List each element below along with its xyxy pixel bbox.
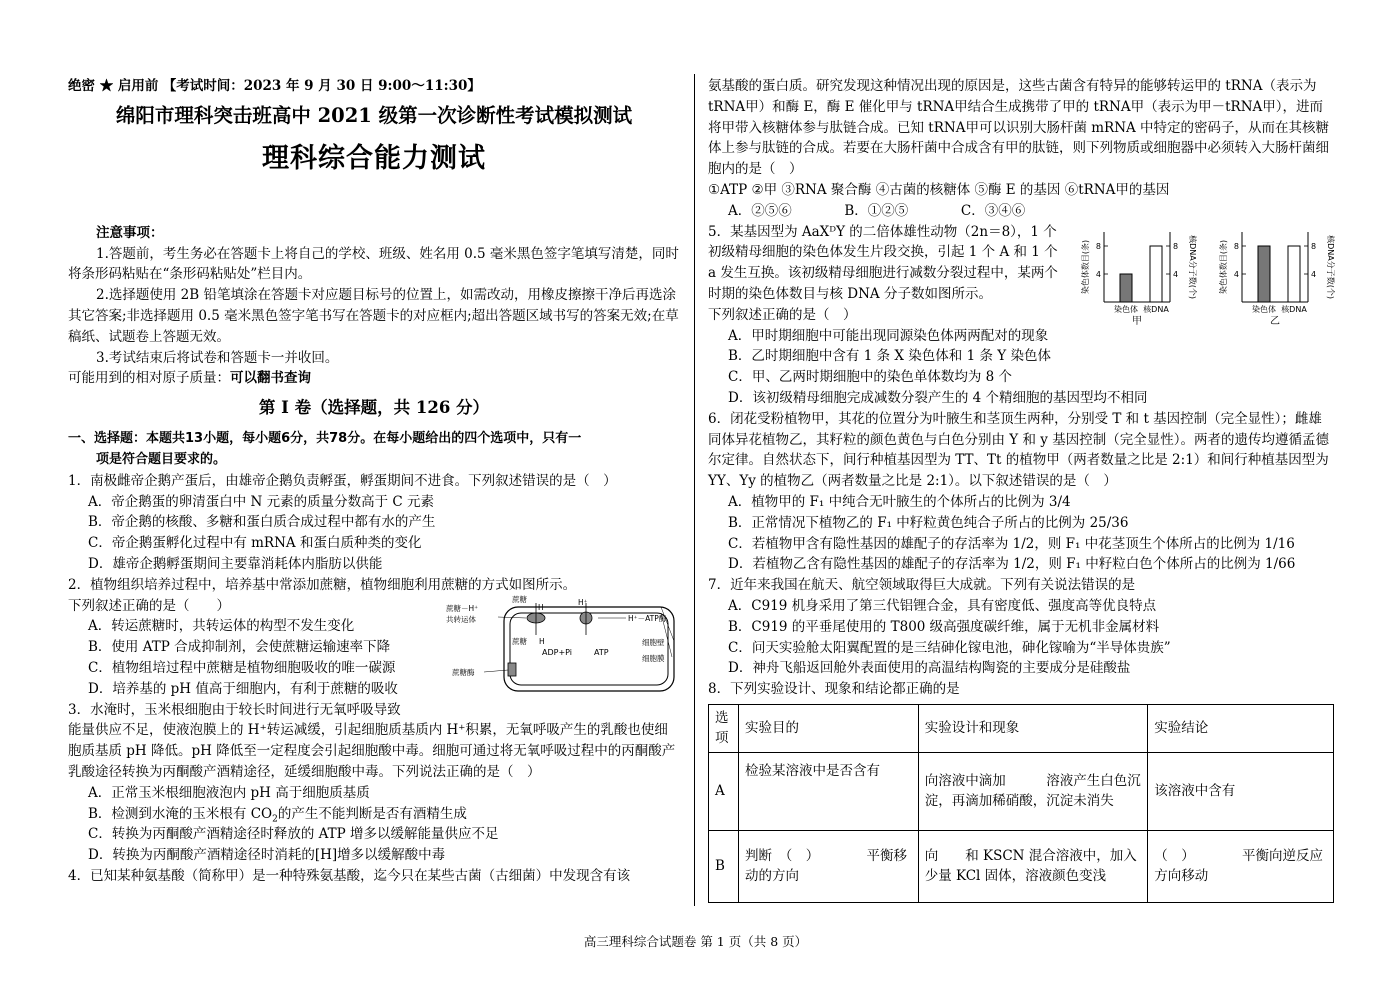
chart-bar bbox=[1150, 246, 1162, 302]
chart-category-label: 染色体 bbox=[1114, 304, 1138, 314]
notice-item-3: 3.考试结束后将试卷和答题卡一并收回。 bbox=[96, 349, 339, 366]
left-column bbox=[68, 76, 680, 887]
q4-items: ①ATP ②甲 ③RNA 聚合酶 ④古菌的核糖体 ⑤酶 E 的基因 ⑥tRNA甲的基因 bbox=[708, 181, 1170, 198]
notice-item-2: 2.选择题使用 2B 铅笔填涂在答题卡对应题目标号的位置上，如需改动，用橡皮擦擦干净后再选涂其它答案;非选择题用 0.5 毫米黑色签字笔书写在答题卡的对应框内;超出答题区域书写的答案无效;在草稿纸、试题卷上答题无效。 bbox=[68, 287, 679, 345]
q1-stem: 1．南极雌帝企鹅产蛋后，由雄帝企鹅负责孵蛋，孵蛋期间不进食。下列叙述错误的是（ ） bbox=[68, 472, 617, 489]
q7-option-b: B．C919 的平垂尾使用的 T800 级高强度碳纤维，属于无机非金属材料 bbox=[728, 618, 1160, 635]
chart-tick-label: 8 bbox=[1233, 241, 1239, 251]
q1-option-b: B．帝企鹅的核酸、多糖和蛋白质合成过程中都有水的产生 bbox=[88, 514, 436, 531]
column-divider bbox=[694, 74, 695, 906]
q6-stem: 6．闭花受粉植物甲，其花的位置分为叶腋生和茎顶生两种，分别受 T 和 t 基因控制（完全显性）；雌雄同体异花植物乙，其籽粒的颜色黄色与白色分别由 Y 和 y 基因控制（完全显性）。两者的遗传均遵循孟德尔定律。自然状态下，间行种植基因型为 TT、Tt 的植物甲（两者数量之比是 2:1）和间行种植基因型为 YY、Yy 的植物乙（两者数量之比是 2:1）。以下叙述错误的是（ ） bbox=[708, 410, 1329, 490]
section-intro-1: 一、选择题：本题共13小题，每小题6分，共78分。在每小题给出的四个选项中，只有一 bbox=[68, 431, 582, 447]
label-cotransporter-2: 共转运体 bbox=[446, 614, 476, 624]
atomic-mass-value: 可以翻书查询 bbox=[230, 370, 311, 387]
q7-option-a: A．C919 机身采用了第三代铝锂合金，具有密度低、强度高等优良特点 bbox=[728, 597, 1157, 614]
q4-option-c: C．③④⑥ bbox=[960, 202, 1026, 219]
q3-option-b-pre: B．检测到水淹的玉米根有 CO bbox=[88, 805, 273, 822]
q5-stem-2: 下列叙述正确的是（ ） bbox=[708, 306, 857, 323]
right-column bbox=[708, 76, 1334, 903]
q3-option-b bbox=[68, 804, 680, 825]
table-row bbox=[709, 830, 1334, 902]
q4-option-b: B．①②⑤ bbox=[844, 202, 909, 219]
exam-title: 绵阳市理科突击班高中 2021 级第一次诊断性考试模拟测试 bbox=[115, 103, 633, 127]
chart-ylabel-right: 核DNA分子数(个) bbox=[1188, 234, 1197, 299]
table-header-cell: 实验设计和现象 bbox=[918, 704, 1148, 752]
chart-category-label: 染色体 bbox=[1252, 304, 1276, 314]
table-cell: A bbox=[709, 752, 739, 830]
q5-block bbox=[708, 222, 1334, 326]
chart-tick-label: 8 bbox=[1095, 241, 1101, 251]
label-h-in: H bbox=[539, 636, 545, 646]
atomic-mass-line bbox=[68, 368, 680, 389]
q3-option-b-post: 的产生不能判断是否有酒精生成 bbox=[277, 805, 467, 822]
table-header-row bbox=[709, 704, 1334, 752]
q2-option-c: C．植物组培过程中蔗糖是植物细胞吸收的唯一碳源 bbox=[88, 659, 396, 676]
label-sucrose-out: 蔗糖 bbox=[512, 594, 527, 604]
table-cell: （ ） 平衡向逆反应方向移动 bbox=[1148, 830, 1334, 902]
chart-tick-label: 4 bbox=[1173, 269, 1179, 279]
label-cell-wall: 细胞壁 bbox=[642, 637, 665, 647]
q1-option-d: D．雄帝企鹅孵蛋期间主要靠消耗体内脂肪以供能 bbox=[88, 555, 383, 572]
q5-option-a: A．甲时期细胞中可能出现同源染色体两两配对的现象 bbox=[728, 327, 1049, 344]
q3-stem: 3．水淹时，玉米根细胞由于较长时间进行无氧呼吸导致 bbox=[68, 701, 401, 718]
q2-block bbox=[68, 575, 680, 721]
q4-stem-left: 4．已知某种氨基酸（简称甲）是一种特殊氨基酸，迄今只在某些古菌（古细菌）中发现含有该 bbox=[68, 867, 631, 884]
cell-membrane-outline bbox=[510, 613, 668, 685]
chart-bar bbox=[1258, 246, 1270, 302]
q2-option-d: D．培养基的 pH 值高于细胞内，有利于蔗糖的吸收 bbox=[88, 680, 398, 697]
table-row bbox=[709, 752, 1334, 830]
label-atp: ATP bbox=[594, 647, 609, 657]
label-invertase: 蔗糖酶 bbox=[452, 667, 475, 677]
table-header-cell: 实验目的 bbox=[738, 704, 918, 752]
table-header-cell: 实验结论 bbox=[1148, 704, 1334, 752]
enzyme-shape bbox=[508, 663, 516, 676]
atomic-mass-label: 可能用到的相对原子质量： bbox=[68, 370, 230, 387]
q5-option-d: D．该初级精母细胞完成减数分裂产生的 4 个精细胞的基因型均不相同 bbox=[728, 389, 1148, 406]
q5-option-c: C．甲、乙两时期细胞中的染色单体数均为 8 个 bbox=[728, 369, 1013, 386]
q5-option-b: B．乙时期细胞中含有 1 条 X 染色体和 1 条 Y 染色体 bbox=[728, 348, 1051, 365]
q2-stem: 2．植物组织培养过程中，培养基中常添加蔗糖，植物细胞利用蔗糖的方式如图所示。 bbox=[68, 576, 577, 593]
sucrose-transport-diagram bbox=[446, 595, 682, 695]
q3-option-a: A．正常玉米根细胞液泡内 pH 高于细胞质基质 bbox=[88, 784, 370, 801]
exam-subject-title: 理科综合能力测试 bbox=[262, 142, 486, 174]
chart-bar bbox=[1288, 246, 1300, 302]
table-cell: B bbox=[709, 830, 739, 902]
section-title: 第 Ⅰ 卷（选择题，共 126 分） bbox=[258, 398, 490, 418]
q7-stem: 7．近年来我国在航天、航空领域取得巨大成就。下列有关说法错误的是 bbox=[708, 577, 1136, 594]
table-cell: 检验某溶液中是否含有 bbox=[738, 752, 918, 830]
chart-tick-label: 4 bbox=[1233, 269, 1239, 279]
label-h-plus: H⁺ bbox=[578, 597, 588, 607]
table-cell: 该溶液中含有 bbox=[1148, 752, 1334, 830]
label-proton-pump: H⁺－ATP酶 bbox=[628, 613, 667, 623]
table-cell: 判断 （ ） 平衡移动的方向 bbox=[738, 830, 918, 902]
chart-ylabel: 染色体数目(条) bbox=[1219, 239, 1228, 294]
chart-title: 乙 bbox=[1270, 315, 1280, 327]
q6-option-c: C．若植物甲含有隐性基因的雄配子的存活率为 1/2，则 F₁ 中花茎顶生个体所占的比例为 1/16 bbox=[728, 535, 1295, 552]
chart-title: 甲 bbox=[1132, 315, 1142, 327]
q2-stem-2: 下列叙述正确的是（ ） bbox=[68, 597, 230, 614]
q6-option-b: B．正常情况下植物乙的 F₁ 中籽粒黄色纯合子所占的比例为 25/36 bbox=[728, 514, 1129, 531]
table-header-cell: 选项 bbox=[709, 704, 739, 752]
q4-options bbox=[708, 201, 1334, 222]
section-intro-2: 项是符合题目要求的。 bbox=[96, 451, 227, 467]
table-cell: 向溶液中滴加 溶液产生白色沉淀，再滴加稀硝酸，沉淀未消失 bbox=[918, 752, 1148, 830]
q3-stem-2: 能量供应不足，使液泡膜上的 H⁺转运减缓，引起细胞质基质内 H⁺积累，无氧呼吸产生的乳酸也使细胞质基质 pH 降低。pH 降低至一定程度会引起细胞酸中毒。细胞可通过将无氧呼吸过程中的丙酮酸产乳酸途径转换为丙酮酸产酒精途径，延缓细胞酸中毒。下列说法正确的是（ ） bbox=[68, 722, 676, 780]
notice-item-1: 1.答题前，考生务必在答题卡上将自己的学校、班级、姓名用 0.5 毫米黑色签字笔填写清楚，同时将条形码粘贴在“条形码粘贴处”栏目内。 bbox=[68, 245, 679, 283]
chart-ylabel: 染色体数目(条) bbox=[1081, 239, 1090, 294]
q2-option-a: A．转运蔗糖时，共转运体的构型不发生变化 bbox=[88, 618, 355, 635]
q4-option-a: A．②⑤⑥ bbox=[728, 202, 792, 219]
q8-stem: 8．下列实验设计、现象和结论都正确的是 bbox=[708, 681, 960, 698]
q3-option-d: D．转换为丙酮酸产酒精途径时消耗的[H]增多以缓解酸中毒 bbox=[88, 847, 446, 864]
confidential-label: 绝密 ★ 启用前 bbox=[68, 78, 159, 94]
label-cotransporter: 蔗糖－H⁺ bbox=[446, 603, 479, 613]
exam-time: 【考试时间：2023 年 9 月 30 日 9:00～11:30】 bbox=[162, 78, 481, 94]
q4-stem-right: 氨基酸的蛋白质。研究发现这种情况出现的原因是，这些古菌含有特异的能够转运甲的 tRNA（表示为 tRNA甲）和酶 E，酶 E 催化甲与 tRNA甲结合生成携带了甲的 tRNA甲（表示为甲－tRNA甲），进而将甲带入核糖体参与肽链合成。已知 tRNA甲可以识别大肠杆菌 mRNA 中特定的密码子，从而在其核糖体上参与肽链的合成。若要在大肠杆菌中合成含有甲的肽链，则下列物质或细胞器中必须转入大肠杆菌细胞内的是（ ） bbox=[708, 78, 1330, 178]
chart-tick-label: 4 bbox=[1095, 269, 1101, 279]
page-footer: 高三理科综合试题卷 第 1 页（共 8 页） bbox=[583, 934, 808, 949]
label-sucrose-in: 蔗糖 bbox=[512, 636, 527, 646]
header-line bbox=[68, 76, 680, 97]
label-adp: ADP+Pi bbox=[542, 647, 573, 657]
q1-option-c: C．帝企鹅蛋孵化过程中有 mRNA 和蛋白质种类的变化 bbox=[88, 535, 422, 552]
q1-option-a: A．帝企鹅蛋的卵清蛋白中 N 元素的质量分数高于 C 元素 bbox=[88, 493, 435, 510]
chart-tick-label: 4 bbox=[1311, 269, 1317, 279]
q5-stem: 5．某基因型为 AaXᴰY 的二倍体雄性动物（2n＝8），1 个初级精母细胞的染色体发生片段交换，引起 1 个 A 和 1 个 a 发生互换。该初级精母细胞进行减数分裂过程中，某两个时期的染色体数目与核 DNA 分子数如图所示。 bbox=[708, 223, 1058, 302]
label-h-out: H bbox=[538, 602, 544, 612]
q6-option-a: A．植物甲的 F₁ 中纯合无叶腋生的个体所占的比例为 3/4 bbox=[728, 493, 1071, 510]
q3-option-c: C．转换为丙酮酸产酒精途径时释放的 ATP 增多以缓解能量供应不足 bbox=[88, 826, 499, 843]
q3-option-b-sub: 2 bbox=[272, 814, 278, 825]
chart-category-label: 核DNA bbox=[1143, 304, 1169, 314]
label-cell-membrane: 细胞膜 bbox=[642, 653, 665, 663]
chart-ylabel-right: 核DNA分子数(个) bbox=[1326, 234, 1335, 299]
chart-tick-label: 8 bbox=[1311, 241, 1317, 251]
chart-bar bbox=[1120, 274, 1132, 302]
chart-category-label: 核DNA bbox=[1281, 304, 1307, 314]
q7-option-d: D．神舟飞船返回舱外表面使用的高温结构陶瓷的主要成分是硅酸盐 bbox=[728, 660, 1131, 677]
q5-bar-charts bbox=[1074, 222, 1334, 332]
q8-table bbox=[708, 704, 1334, 903]
q7-option-c: C．问天实验舱太阳翼配置的是三结砷化镓电池，砷化镓喻为“半导体贵族” bbox=[728, 639, 1171, 656]
q6-option-d: D．若植物乙含有隐性基因的雄配子的存活率为 1/2，则 F₁ 中籽粒白色个体所占的比例为 1/66 bbox=[728, 556, 1296, 573]
q2-option-b: B．使用 ATP 合成抑制剂，会使蔗糖运输速率下降 bbox=[88, 639, 391, 656]
table-cell: 向 和 KSCN 混合溶液中，加入少量 KCl 固体，溶液颜色变浅 bbox=[918, 830, 1148, 902]
notice-heading: 注意事项： bbox=[96, 224, 164, 241]
chart-tick-label: 8 bbox=[1173, 241, 1179, 251]
